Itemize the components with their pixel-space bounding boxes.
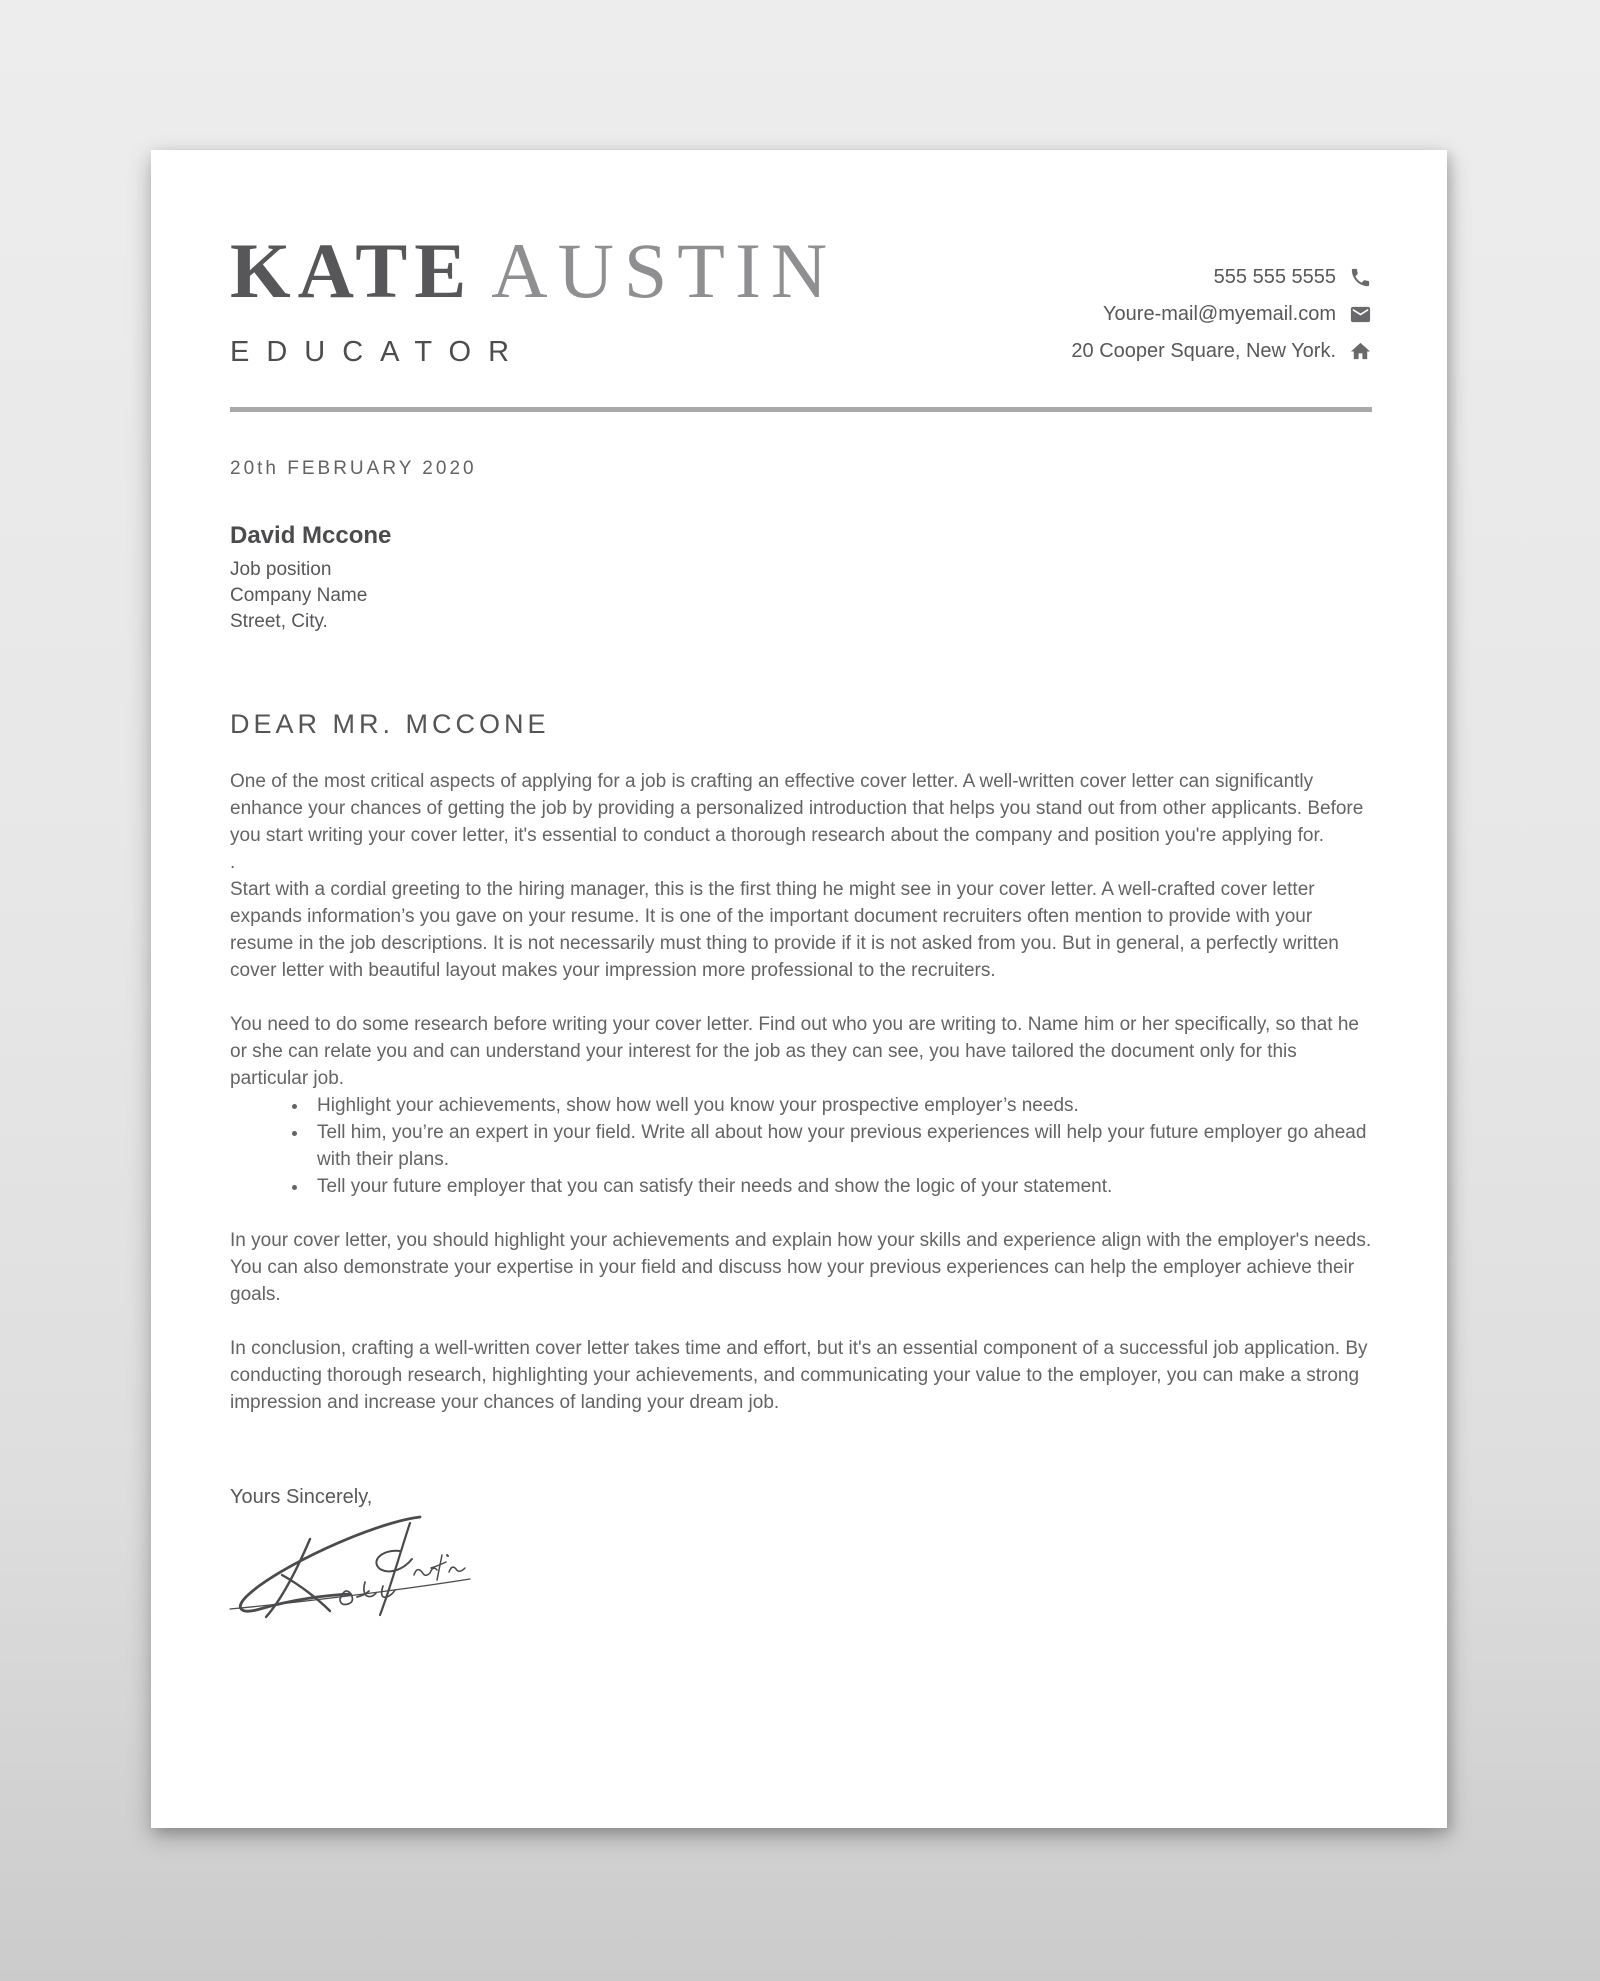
recipient-block [230, 522, 1372, 635]
bullet-achievements: • Highlight your achievements, show how well you know your prospective employer’s needs. [309, 1092, 1372, 1119]
contact-row-email [1071, 303, 1372, 326]
letter-page [151, 150, 1447, 1828]
recipient-company: Company Name [230, 585, 368, 606]
person-name [230, 227, 838, 314]
paragraph-research: You need to do some research before writing your cover letter. Find out who you are writing to. Name him or her specifically, so that he or she can relate you and can understand your interest for the job as they can see, you have tailored the document only for this particular job. [230, 1014, 1359, 1089]
bullet-satisfy-needs: • Tell your future employer that you can satisfy their needs and show the logic of your statement. [309, 1173, 1372, 1200]
phone-number: 555 555 5555 [1213, 266, 1336, 288]
paragraph-intro: One of the most critical aspects of applying for a job is crafting an effective cover letter. A well-written cover letter can significantly enhance your chances of getting the job by providing a personalized introduction that helps you stand out from other applicants. Before you start writing your cover letter, it's essential to conduct a thorough research about the company and position you're applying for. [230, 771, 1364, 846]
letter-date: 20th FEBRUARY 2020 [230, 458, 477, 479]
contact-row-phone [1071, 266, 1372, 289]
email-address: Youre-mail@myemail.com [1103, 303, 1336, 325]
bullet-expertise: • Tell him, you’re an expert in your field. Write all about how your previous experiences will help your future employer go ahead with their plans. [309, 1119, 1372, 1173]
recipient-job-position: Job position [230, 559, 332, 580]
recipient-street: Street, City. [230, 611, 328, 632]
phone-icon [1349, 266, 1372, 289]
person-first-name: KATE [230, 227, 474, 314]
paragraph-highlight-skills: In your cover letter, you should highlight your achievements and explain how your skills and experience align with the employer's needs. You can also demonstrate your expertise in your field and discuss how your previous experiences can help the employer achieve their goals. [230, 1230, 1372, 1305]
paragraph-conclusion: In conclusion, crafting a well-written cover letter takes time and effort, but it's an essential component of a successful job application. By conducting thorough research, highlighting your achievements, and communicating your value to the employer, you can make a strong impression and increase your chances of landing your dream job. [230, 1338, 1368, 1413]
paragraph-stray-dot: . [230, 852, 236, 873]
identity-block [230, 227, 838, 369]
mail-icon [1349, 303, 1372, 326]
paragraph-greeting-advice: Start with a cordial greeting to the hiring manager, this is the first thing he might see in your cover letter. A well-crafted cover letter expands information’s you gave on your resume. It is one of the important document recruiters often mention to provide with your resume in the job descriptions. It is not necessarily must thing to provide if it is not asked from you. But in general, a perfectly written cover letter with beautiful layout makes your impression more professional to the recruiters. [230, 879, 1339, 981]
home-icon [1349, 340, 1372, 363]
advice-bullet-list [230, 1092, 1372, 1200]
salutation: DEAR MR. MCCONE [230, 709, 550, 739]
letterhead [230, 227, 1372, 369]
signature-kate-austin [224, 1511, 476, 1619]
recipient-name: David Mccone [230, 522, 392, 549]
contact-row-address [1071, 340, 1372, 363]
person-last-name: AUSTIN [491, 227, 838, 314]
street-address: 20 Cooper Square, New York. [1071, 340, 1336, 362]
contact-info [1071, 266, 1372, 369]
person-role: EDUCATOR [230, 336, 527, 368]
closing-line: Yours Sincerely, [230, 1486, 373, 1508]
header-divider [230, 407, 1372, 412]
